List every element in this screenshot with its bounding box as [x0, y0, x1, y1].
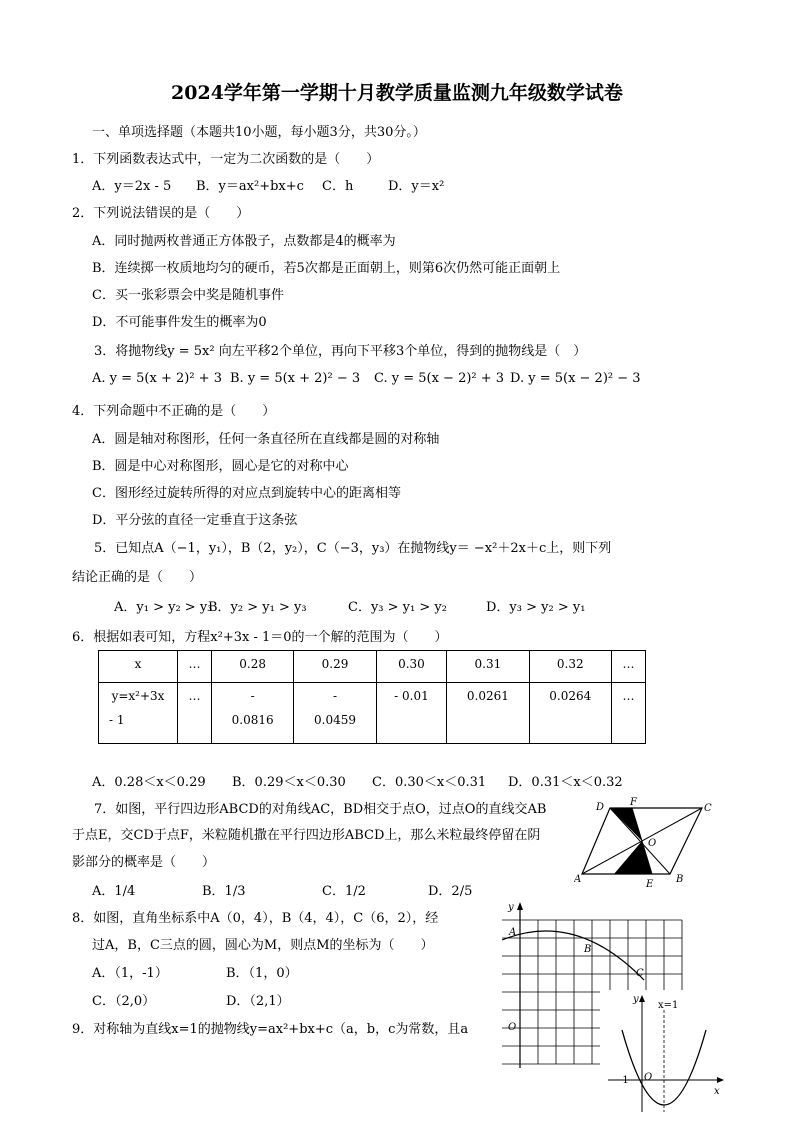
label-o: O [508, 1022, 517, 1033]
table-cell: x [99, 651, 178, 683]
q2-option-c: C．买一张彩票会中奖是随机事件 [92, 288, 284, 303]
table-cell: 0.31 [447, 651, 529, 683]
q9-stem: 9．对称轴为直线x=1的抛物线y=ax²+bx+c（a，b，c为常数，且a [72, 1022, 469, 1037]
q3-option-b: B. y = 5(x + 2)² − 3 [230, 371, 361, 386]
q4-option-a: A．圆是轴对称图形，任何一条直径所在直线都是圆的对称轴 [92, 432, 440, 447]
cell-value: 0.0816 [231, 713, 274, 727]
label-neg1: −1 [614, 1075, 629, 1086]
q7-stem-line2: 于点E，交CD于点F，米粒随机撒在平行四边形ABCD上，那么米粒最终停留在阴 [72, 828, 541, 843]
table-cell [211, 683, 293, 744]
q5-option-d: D．y₃ > y₂ > y₁ [486, 600, 586, 615]
q5-stem-line1: 5．已知点A（−1，y₁），B（2，y₂），C（−3，y₃）在抛物线y＝ −x²＋2x＋c上，则下列 [94, 541, 612, 556]
label-x: x [714, 1086, 720, 1097]
table-cell: - 0.01 [376, 683, 446, 744]
q3-option-d: D. y = 5(x − 2)² − 3 [510, 371, 641, 386]
table-cell: 0.28 [211, 651, 293, 683]
table-cell: 0.30 [376, 651, 446, 683]
q2-option-b: B．连续掷一枚质地均匀的硬币，若5次都是正面朝上，则第6次仍然可能正面朝上 [92, 261, 561, 276]
q3-option-c: C. y = 5(x − 2)² + 3 [374, 371, 505, 386]
q5-stem-line2: 结论正确的是（ ） [72, 570, 203, 585]
q4-stem: 4．下列命题中不正确的是（ ） [72, 404, 276, 419]
q5-option-c: C．y₃ > y₁ > y₂ [348, 600, 447, 615]
q1-option-a: A．y＝2x - 5 [92, 179, 172, 194]
label-y: y [508, 902, 514, 913]
q6-option-b: B．0.29＜x＜0.30 [232, 775, 346, 790]
label-b: B [676, 874, 684, 885]
row-head-line2: - 1 [109, 713, 125, 727]
q4-option-c: C．图形经过旋转所得的对应点到旋转中心的距离相等 [92, 486, 401, 501]
q8-option-d: D．（2,1） [226, 994, 290, 1009]
table-cell: … [611, 683, 645, 744]
label-y: y [633, 994, 639, 1005]
cell-sign: - [333, 689, 338, 703]
q6-stem: 6．根据如表可知，方程x²+3x - 1＝0的一个解的范围为（ ） [72, 630, 448, 645]
q7-stem-line3: 影部分的概率是（ ） [72, 855, 216, 870]
q8-option-a: A．（1，-1） [92, 966, 168, 981]
table-cell: … [178, 651, 212, 683]
label-a: A [574, 874, 582, 885]
section-heading: 一、单项选择题（本题共10小题，每小题3分，共30分。） [92, 125, 426, 140]
q1-stem: 1．下列函数表达式中，一定为二次函数的是（ ） [72, 152, 380, 167]
label-symmetry: x=1 [658, 1000, 679, 1011]
q6-option-c: C．0.30＜x＜0.31 [372, 775, 487, 790]
q4-option-d: D．平分弦的直径一定垂直于这条弦 [92, 513, 298, 528]
label-b: B [584, 944, 592, 955]
table-cell: 0.29 [294, 651, 376, 683]
table-cell: … [178, 683, 212, 744]
q3-stem: 3．将抛物线y = 5x² 向左平移2个单位，再向下平移3个单位，得到的抛物线是（ ） [94, 344, 587, 359]
q9-parabola-figure [600, 990, 728, 1116]
q8-option-b: B．（1，0） [226, 966, 298, 981]
table-cell [99, 683, 178, 744]
row-head-line1: y=x²+3x [111, 689, 165, 703]
table-cell: 0.0264 [529, 683, 611, 744]
q8-stem-line1: 8．如图，直角坐标系中A（0，4），B（4，4），C（6，2），经 [72, 911, 439, 926]
table-cell: … [611, 651, 645, 683]
q7-parallelogram-figure [574, 796, 714, 888]
q7-option-c: C．1/2 [322, 884, 366, 899]
table-cell [294, 683, 376, 744]
q8-stem-line2: 过A，B，C三点的圆，圆心为M，则点M的坐标为（ ） [92, 938, 434, 953]
q7-option-b: B．1/3 [202, 884, 246, 899]
label-c: C [704, 803, 712, 814]
q2-option-a: A．同时抛两枚普通正方体骰子，点数都是4的概率为 [92, 234, 396, 249]
table-cell: 0.32 [529, 651, 611, 683]
label-o: O [644, 1072, 653, 1083]
q5-option-b: B．y₂ > y₁ > y₃ [208, 600, 307, 615]
q1-option-c: C．h [322, 179, 354, 194]
y-axis-arrow [517, 902, 523, 910]
q1-option-d: D．y＝x² [388, 179, 445, 194]
q7-option-d: D．2/5 [428, 884, 473, 899]
q1-option-b: B．y＝ax²+bx+c [196, 179, 304, 194]
q6-value-table [98, 650, 646, 744]
page-title: 2024学年第一学期十月教学质量监测九年级数学试卷 [171, 82, 623, 104]
q6-option-d: D．0.31＜x＜0.32 [508, 775, 623, 790]
q7-option-a: A．1/4 [92, 884, 136, 899]
q4-option-b: B．圆是中心对称图形，圆心是它的对称中心 [92, 459, 349, 474]
label-d: D [596, 802, 605, 813]
label-o: O [648, 838, 657, 849]
label-f: F [630, 797, 637, 808]
label-a: A [509, 927, 517, 938]
q2-option-d: D．不可能事件发生的概率为0 [92, 315, 267, 330]
cell-value: 0.0459 [314, 713, 357, 727]
q8-option-c: C．（2,0） [92, 994, 156, 1009]
table-cell: 0.0261 [447, 683, 529, 744]
q7-stem-line1: 7．如图，平行四边形ABCD的对角线AC，BD相交于点O，过点O的直线交AB [94, 802, 547, 817]
cell-sign: - [250, 689, 255, 703]
label-e: E [646, 879, 654, 888]
q2-stem: 2．下列说法错误的是（ ） [72, 206, 250, 221]
label-c: C [636, 968, 644, 979]
q5-option-a: A．y₁ > y₂ > y₃ [114, 600, 213, 615]
q6-option-a: A．0.28＜x＜0.29 [92, 775, 206, 790]
q3-option-a: A. y = 5(x + 2)² + 3 [92, 371, 222, 386]
